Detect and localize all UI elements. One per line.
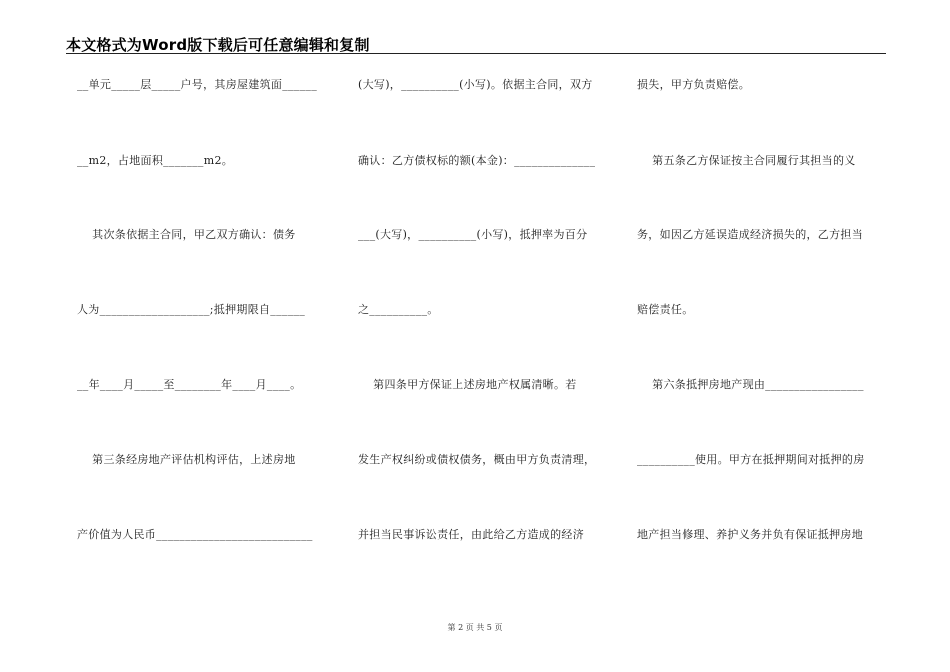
text-line: __________使用。甲方在抵押期间对抵押的房	[637, 453, 865, 466]
page-number: 第 2 页 共 5 页	[447, 623, 503, 632]
text-line: 人为___________________;抵押期限自______	[77, 303, 306, 316]
text-column-3	[637, 0, 887, 672]
text-line: __年____月_____至________年____月____。	[77, 378, 302, 391]
text-line: 赔偿责任。	[637, 303, 694, 316]
text-line: 之__________。	[358, 303, 439, 316]
text-line: 损失，甲方负责赔偿。	[637, 78, 750, 91]
text-line: 第五条乙方保证按主合同履行其担当的义	[637, 154, 856, 167]
text-line: 并担当民事诉讼责任，由此给乙方造成的经济	[358, 528, 584, 541]
text-line: 第三条经房地产评估机构评估，上述房地	[77, 453, 296, 466]
text-line: 第六条抵押房地产现由_________________	[637, 378, 864, 391]
document-header-title: 本文格式为Word版下载后可任意编辑和复制	[66, 36, 370, 54]
text-line: 第四条甲方保证上述房地产权属清晰。若	[358, 378, 577, 391]
text-line: 发生产权纠纷或债权债务，概由甲方负责清理，	[358, 453, 596, 466]
text-line: 确认：乙方债权标的额(本金)：______________	[358, 154, 596, 167]
text-column-1	[77, 0, 327, 672]
text-line: 产价值为人民币___________________________	[77, 528, 313, 541]
text-line: ___(大写)，__________(小写)，抵押率为百分	[358, 228, 588, 241]
text-line: __m2，占地面积_______m2。	[77, 154, 234, 167]
text-line: (大写)，__________(小写)。依据主合同，双方	[358, 78, 593, 91]
text-line: __单元_____层_____户号，其房屋建筑面______	[77, 78, 317, 91]
text-column-2	[358, 0, 608, 672]
text-line: 务，如因乙方延误造成经济损失的，乙方担当	[637, 228, 863, 241]
text-line: 地产担当修理、养护义务并负有保证抵押房地	[637, 528, 863, 541]
text-line: 其次条依据主合同，甲乙双方确认：债务	[77, 228, 296, 241]
